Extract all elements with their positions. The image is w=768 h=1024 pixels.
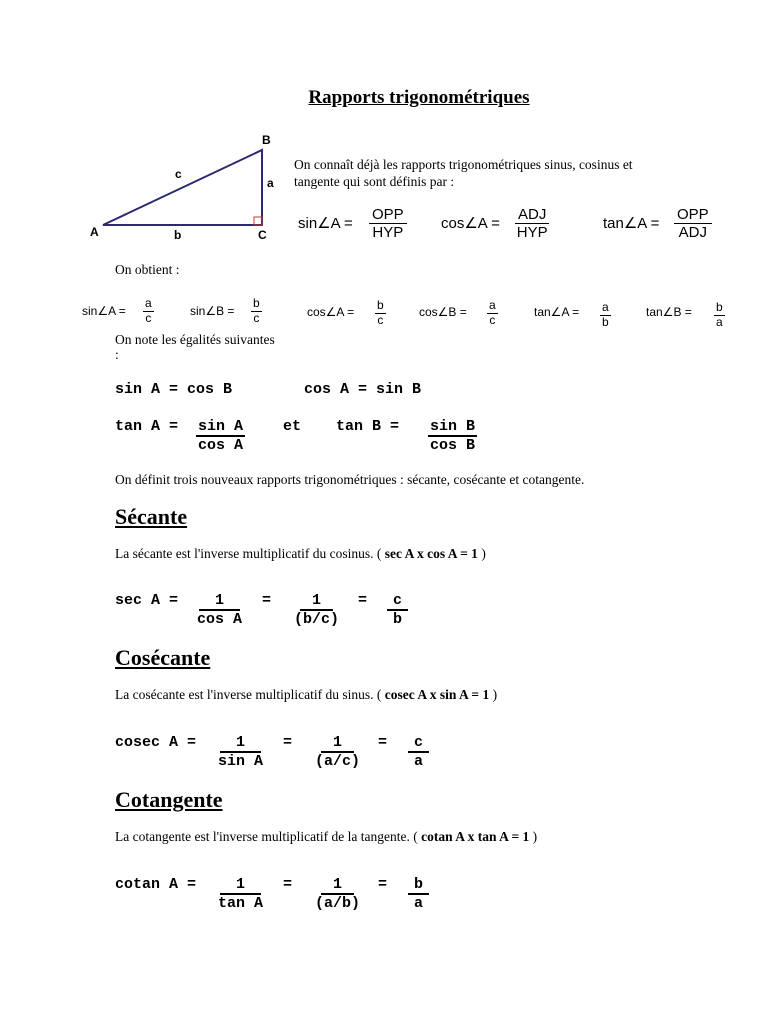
secante-text (115, 546, 486, 562)
cotangente-f2-den: (a/b) (315, 895, 361, 913)
side-c-label: c (175, 167, 182, 181)
ratio-cos-b-label: cos∠B = (419, 305, 467, 319)
cotangente-fraction-1 (218, 876, 263, 913)
cotangente-f1-num: 1 (220, 876, 261, 895)
ratio-sin-a-label: sin∠A = (82, 304, 126, 318)
equality-sin-cos: sin A = cos B (115, 381, 233, 398)
ratio-tan-b-fraction (714, 301, 725, 330)
secante-label: sec A = (115, 592, 179, 609)
et-text: et (283, 418, 302, 435)
cos-definition-label: cos∠A = (441, 215, 500, 232)
secante-fraction-3 (387, 592, 408, 629)
intro-line-2: tangente qui sont définis par : (294, 174, 455, 189)
tan-b-num: sin B (428, 418, 477, 437)
secante-equal-1: = (262, 592, 272, 609)
cosecante-text (115, 687, 497, 703)
cosecante-label: cosec A = (115, 734, 197, 751)
cotangente-label: cotan A = (115, 876, 197, 893)
ratio-cos-b-num: a (489, 298, 496, 312)
cosecante-text-post: ) (492, 687, 498, 702)
secante-fraction-1 (197, 592, 242, 629)
vertex-a-label: A (90, 225, 99, 239)
ratio-sin-a-fraction (143, 297, 154, 326)
ratio-sin-b-fraction (251, 297, 262, 326)
tan-definition-label: tan∠A = (603, 215, 660, 232)
ratio-cos-b-den: c (489, 312, 496, 327)
side-a-label: a (267, 176, 274, 190)
ratio-tan-b-den: a (716, 314, 723, 329)
cos-definition-num: ADJ (515, 206, 549, 224)
cosecante-text-bold: cosec A x sin A = 1 (384, 687, 490, 702)
triangle-shape (103, 150, 262, 225)
defines-new-text: On définit trois nouveaux rapports trigonométriques : sécante, cosécante et cotangente. (115, 472, 585, 487)
cotangente-text-pre: La cotangente est l'inverse multiplicatif de la tangente. ( (115, 829, 418, 844)
cotangente-fraction-3 (408, 876, 429, 913)
cosecante-f2-den: (a/c) (315, 753, 361, 771)
vertex-b-label: B (262, 133, 271, 147)
cotangente-equal-1: = (283, 876, 293, 893)
tan-a-fraction (196, 418, 245, 455)
note-line-1: On note les égalités suivantes (115, 332, 275, 347)
tan-a-label: tan A = (115, 418, 179, 435)
ratio-tan-a-label: tan∠A = (534, 305, 580, 319)
note-line-2: : (115, 347, 119, 362)
tan-b-label: tan B = (336, 418, 400, 435)
cosecante-f1-num: 1 (220, 734, 261, 753)
cosecante-f2-num: 1 (321, 734, 354, 753)
cotangente-text (115, 829, 537, 845)
ratio-tan-b-label: tan∠B = (646, 305, 692, 319)
cosecante-f3-den: a (414, 753, 424, 771)
cotangente-text-bold: cotan A x tan A = 1 (421, 829, 530, 844)
equality-cos-sin: cos A = sin B (304, 381, 422, 398)
secante-heading: Sécante (115, 504, 188, 529)
cotangente-f1-den: tan A (218, 895, 264, 913)
cos-definition-fraction (515, 206, 549, 242)
obtient-text: On obtient : (115, 262, 180, 277)
tan-a-den: cos A (198, 437, 244, 455)
ratio-tan-b-num: b (716, 300, 723, 314)
secante-f3-num: c (387, 592, 408, 611)
ratio-sin-b-den: c (253, 310, 260, 325)
sin-definition-fraction (369, 206, 407, 242)
cos-definition-den: HYP (516, 224, 548, 242)
secante-text-pre: La sécante est l'inverse multiplicatif du cosinus. ( (115, 546, 382, 561)
right-angle-marker (254, 217, 262, 225)
vertex-c-label: C (258, 228, 267, 242)
intro-line-1: On connaît déjà les rapports trigonométriques sinus, cosinus et (294, 157, 633, 172)
cosecante-fraction-1 (218, 734, 263, 771)
side-b-label: b (174, 228, 182, 242)
cosecante-fraction-3 (408, 734, 429, 771)
ratio-cos-a-den: c (377, 312, 384, 327)
tan-definition-den: ADJ (678, 224, 708, 242)
ratio-cos-b-fraction (487, 299, 498, 328)
sin-definition-den: HYP (372, 224, 404, 242)
cosecante-equal-1: = (283, 734, 293, 751)
cosecante-heading: Cosécante (115, 645, 211, 670)
cosecante-text-pre: La cosécante est l'inverse multiplicatif du sinus. ( (115, 687, 382, 702)
cosecante-fraction-2 (315, 734, 360, 771)
cotangente-text-post: ) (532, 829, 538, 844)
cotangente-heading: Cotangente (115, 787, 223, 812)
ratio-sin-b-label: sin∠B = (190, 304, 235, 318)
tan-a-num: sin A (196, 418, 245, 437)
cotangente-fraction-2 (315, 876, 360, 913)
ratio-tan-a-fraction (600, 301, 611, 330)
tan-definition-fraction (674, 206, 712, 242)
ratio-cos-a-fraction (375, 299, 386, 328)
cosecante-f3-num: c (408, 734, 429, 753)
tan-definition-num: OPP (674, 206, 712, 224)
cosecante-f1-den: sin A (218, 753, 264, 771)
ratio-tan-a-num: a (602, 300, 609, 314)
tan-b-den: cos B (430, 437, 476, 455)
secante-f1-num: 1 (199, 592, 240, 611)
cotangente-f3-num: b (408, 876, 429, 895)
secante-text-bold: sec A x cos A = 1 (384, 546, 478, 561)
page-title: Rapports trigonométriques (308, 87, 530, 108)
sin-definition-num: OPP (369, 206, 407, 224)
secante-f2-den: (b/c) (294, 611, 340, 629)
ratio-cos-a-label: cos∠A = (307, 305, 355, 319)
secante-equal-2: = (358, 592, 368, 609)
sin-definition-label: sin∠A = (298, 215, 353, 232)
secante-f3-den: b (393, 611, 403, 629)
ratio-cos-a-num: b (377, 298, 384, 312)
ratio-tan-a-den: b (602, 314, 609, 329)
ratio-sin-a-den: c (145, 310, 152, 325)
secante-f2-num: 1 (300, 592, 333, 611)
ratio-sin-b-num: b (253, 296, 260, 310)
ratio-sin-a-num: a (145, 296, 152, 310)
cotangente-f2-num: 1 (321, 876, 354, 895)
secante-f1-den: cos A (197, 611, 243, 629)
cotangente-equal-2: = (378, 876, 388, 893)
cotangente-f3-den: a (414, 895, 424, 913)
secante-fraction-2 (294, 592, 339, 629)
tan-b-fraction (428, 418, 477, 455)
secante-text-post: ) (481, 546, 486, 561)
cosecante-equal-2: = (378, 734, 388, 751)
